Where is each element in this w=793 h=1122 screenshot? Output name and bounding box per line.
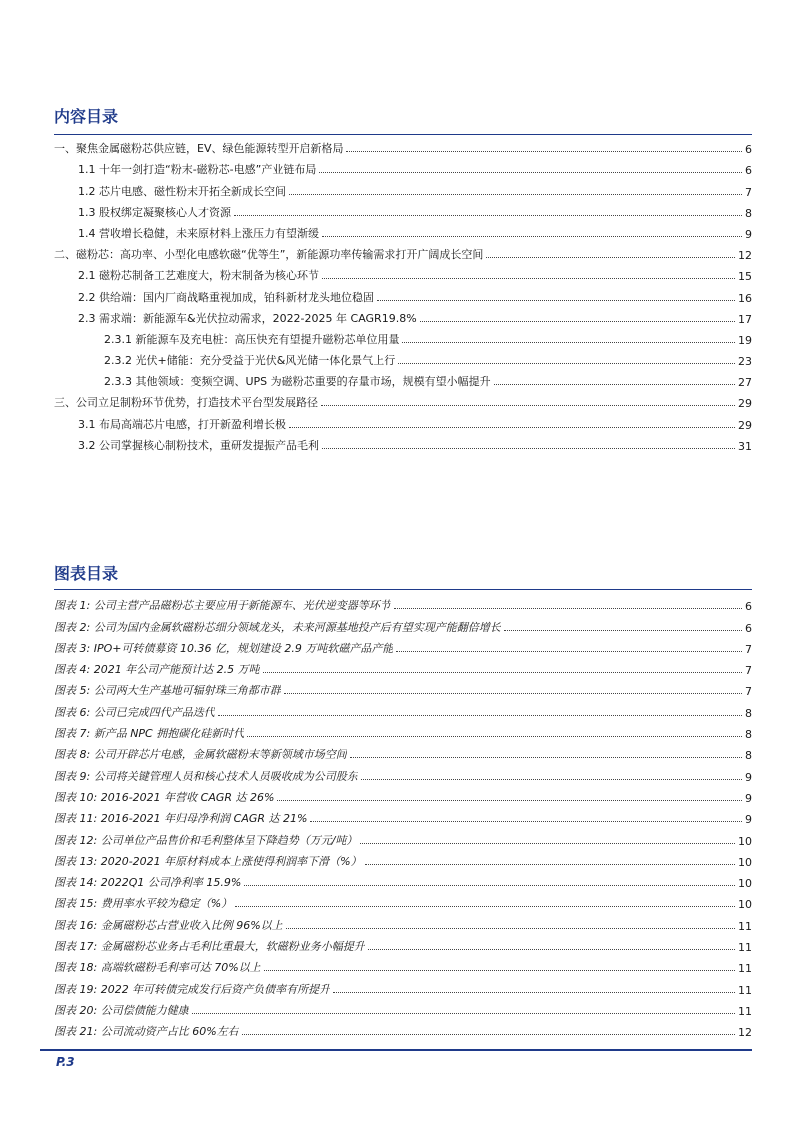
- toc-entry[interactable]: [54, 347, 752, 368]
- dot-leader: [218, 715, 742, 716]
- figure-entry[interactable]: [54, 848, 752, 869]
- footer-page-number: P.3: [56, 1055, 75, 1069]
- figure-entry[interactable]: [54, 1018, 752, 1039]
- figure-entry-label: 图表 18: 高端软磁粉毛利率可达 70%以上: [54, 961, 261, 975]
- figure-entry-page: 11: [738, 941, 752, 955]
- figure-entry-page: 9: [745, 791, 752, 805]
- figure-entry-page: 10: [738, 834, 752, 848]
- figure-entry[interactable]: [54, 698, 752, 719]
- toc-entry-label: 2.2 供给端：国内厂商战略重视加成，铂科新材龙头地位稳固: [78, 290, 374, 304]
- toc-entry-page: 7: [745, 185, 752, 199]
- figure-entry[interactable]: [54, 933, 752, 954]
- toc-entry[interactable]: [54, 283, 752, 304]
- figure-entry-label: 图表 6: 公司已完成四代产品迭代: [54, 705, 215, 719]
- figure-entry-page: 11: [738, 919, 752, 933]
- toc-entry[interactable]: [54, 199, 752, 220]
- figure-entry-page: 11: [738, 983, 752, 997]
- figure-entry-label: 图表 2: 公司为国内金属软磁粉芯细分领域龙头，未来河源基地投产后有望实现产能翻倍增长: [54, 620, 501, 634]
- figure-entry-label: 图表 10: 2016-2021 年营收 CAGR 达 26%: [54, 790, 275, 804]
- toc-entry-page: 8: [745, 206, 752, 220]
- toc-entry[interactable]: [54, 135, 752, 156]
- dot-leader: [310, 821, 742, 822]
- figures-title-rule: [54, 589, 752, 590]
- figure-entry-page: 8: [745, 706, 752, 720]
- toc-entry[interactable]: [54, 326, 752, 347]
- dot-leader: [321, 405, 735, 406]
- figure-entry-label: 图表 12: 公司单位产品售价和毛利整体呈下降趋势（万元/吨）: [54, 833, 358, 847]
- dot-leader: [394, 608, 742, 609]
- toc-entry-label: 2.3 需求端：新能源车&光伏拉动需求，2022-2025 年 CAGR19.8%: [78, 311, 417, 325]
- figure-entry-label: 图表 14: 2022Q1 公司净利率 15.9%: [54, 876, 242, 890]
- dot-leader: [398, 363, 735, 364]
- toc-entry-label: 1.1 十年一剑打造“粉末-磁粉芯-电感”产业链布局: [78, 163, 317, 177]
- figure-entry[interactable]: [54, 911, 752, 932]
- toc-entry-label: 3.2 公司掌握核心制粉技术，重研发提振产品毛利: [78, 438, 319, 452]
- figure-entry-label: 图表 13: 2020-2021 年原材料成本上涨使得利润率下滑（%）: [54, 854, 362, 868]
- figure-entry[interactable]: [54, 635, 752, 656]
- toc-entry[interactable]: [54, 432, 752, 453]
- figure-entry-label: 图表 8: 公司开辟芯片电感，金属软磁粉末等新领域市场空间: [54, 748, 347, 762]
- figure-entry[interactable]: [54, 997, 752, 1018]
- figure-entry[interactable]: [54, 826, 752, 847]
- toc-entry-page: 29: [738, 418, 752, 432]
- dot-leader: [365, 864, 735, 865]
- toc-entry-page: 6: [745, 143, 752, 157]
- figure-entry-label: 图表 1: 公司主营产品磁粉芯主要应用于新能源车、光伏逆变器等环节: [54, 599, 391, 613]
- dot-leader: [322, 236, 742, 237]
- figure-entry-page: 10: [738, 898, 752, 912]
- dot-leader: [319, 172, 742, 173]
- dot-leader: [263, 672, 742, 673]
- figure-entry-page: 8: [745, 728, 752, 742]
- toc-entry-page: 19: [738, 333, 752, 347]
- figure-entry-page: 6: [745, 600, 752, 614]
- dot-leader: [247, 736, 742, 737]
- dot-leader: [322, 278, 735, 279]
- dot-leader: [346, 151, 742, 152]
- dot-leader: [234, 215, 742, 216]
- dot-leader: [284, 693, 742, 694]
- figure-entry-label: 图表 4: 2021 年公司产能预计达 2.5 万吨: [54, 663, 260, 677]
- toc-entry-label: 2.1 磁粉芯制备工艺难度大，粉末制备为核心环节: [78, 269, 319, 283]
- figure-entry-label: 图表 9: 公司将关键管理人员和核心技术人员吸收成为公司股东: [54, 769, 358, 783]
- toc-entry-page: 31: [738, 439, 752, 453]
- figure-entry[interactable]: [54, 954, 752, 975]
- figure-entry-page: 11: [738, 962, 752, 976]
- toc-entry-page: 16: [738, 291, 752, 305]
- figure-entry-label: 图表 17: 金属磁粉芯业务占毛利比重最大，软磁粉业务小幅提升: [54, 940, 365, 954]
- toc-entry-label: 二、磁粉芯：高功率、小型化电感软磁“优等生”，新能源功率传输需求打开广阔成长空间: [54, 248, 484, 262]
- figure-entry[interactable]: [54, 869, 752, 890]
- dot-leader: [360, 843, 735, 844]
- dot-leader: [396, 651, 742, 652]
- toc-entry-label: 1.3 股权绑定凝聚核心人才资源: [78, 205, 231, 219]
- figure-entry[interactable]: [54, 975, 752, 996]
- figure-entry-page: 7: [745, 685, 752, 699]
- dot-leader: [486, 257, 735, 258]
- dot-leader: [264, 970, 735, 971]
- toc-entry[interactable]: [54, 262, 752, 283]
- figure-entry-label: 图表 20: 公司偿债能力健康: [54, 1003, 189, 1017]
- toc-entry[interactable]: [54, 220, 752, 241]
- figure-entry-page: 7: [745, 642, 752, 656]
- toc-entry[interactable]: [54, 177, 752, 198]
- toc-entry-label: 2.3.3 其他领域：变频空调、UPS 为磁粉芯重要的存量市场，规模有望小幅提升: [104, 375, 491, 389]
- figure-entry-page: 7: [745, 664, 752, 678]
- toc-entry-page: 29: [738, 397, 752, 411]
- figures-title: 图表目录: [54, 564, 119, 583]
- toc-entry-page: 23: [738, 355, 752, 369]
- toc-entry[interactable]: [54, 305, 752, 326]
- dot-leader: [289, 194, 742, 195]
- figure-entry-page: 8: [745, 749, 752, 763]
- dot-leader: [244, 885, 735, 886]
- toc-entry-label: 2.3.1 新能源车及充电桩：高压快充有望提升磁粉芯单位用量: [104, 332, 400, 346]
- figure-entry-label: 图表 7: 新产品 NPC 拥抱碳化硅新时代: [54, 727, 245, 741]
- dot-leader: [333, 992, 735, 993]
- contents-title: 内容目录: [54, 107, 119, 126]
- toc-entry-page: 17: [738, 312, 752, 326]
- figure-entry-page: 11: [738, 1004, 752, 1018]
- figure-entry-label: 图表 19: 2022 年可转债完成发行后资产负债率有所提升: [54, 982, 331, 996]
- figure-entry-label: 图表 21: 公司流动资产占比 60%左右: [54, 1025, 239, 1039]
- figure-entry-page: 10: [738, 855, 752, 869]
- figure-entry[interactable]: [54, 656, 752, 677]
- figure-entry-label: 图表 16: 金属磁粉芯占营业收入比例 96%以上: [54, 918, 283, 932]
- figure-entry-page: 6: [745, 621, 752, 635]
- figure-entry-label: 图表 15: 费用率水平较为稳定（%）: [54, 897, 233, 911]
- toc-entry-label: 1.2 芯片电感、磁性粉末开拓全新成长空间: [78, 184, 286, 198]
- toc-entry[interactable]: [54, 156, 752, 177]
- toc-entry-page: 12: [738, 249, 752, 263]
- toc-entry-label: 1.4 营收增长稳健，未来原材料上涨压力有望渐缓: [78, 226, 319, 240]
- figure-entry[interactable]: [54, 741, 752, 762]
- toc-entry-label: 一、聚焦金属磁粉芯供应链，EV、绿色能源转型开启新格局: [54, 142, 344, 156]
- figure-entry-page: 10: [738, 877, 752, 891]
- toc-entry[interactable]: [54, 368, 752, 389]
- toc-entry-page: 27: [738, 376, 752, 390]
- figure-entry[interactable]: [54, 805, 752, 826]
- toc-entry[interactable]: [54, 241, 752, 262]
- toc-entry-label: 2.3.2 光伏+储能：充分受益于光伏&风光储一体化景气上行: [104, 354, 396, 368]
- dot-leader: [235, 906, 735, 907]
- figure-entry-page: 9: [745, 813, 752, 827]
- figure-entry[interactable]: [54, 677, 752, 698]
- toc-entry-page: 9: [745, 227, 752, 241]
- figure-entry[interactable]: [54, 762, 752, 783]
- toc-entry[interactable]: [54, 389, 752, 410]
- figure-entry[interactable]: [54, 592, 752, 613]
- figures-list: [54, 592, 752, 1039]
- dot-leader: [402, 342, 735, 343]
- footer-rule: [40, 1049, 752, 1051]
- figure-entry-label: 图表 11: 2016-2021 年归母净利润 CAGR 达 21%: [54, 812, 308, 826]
- dot-leader: [504, 630, 742, 631]
- figure-entry[interactable]: [54, 720, 752, 741]
- dot-leader: [289, 427, 735, 428]
- contents-list: [54, 135, 752, 453]
- toc-entry-page: 6: [745, 164, 752, 178]
- figure-entry-label: 图表 3: IPO+可转债募资 10.36 亿，规划建设 2.9 万吨软磁产品产能: [54, 641, 394, 655]
- dot-leader: [277, 800, 742, 801]
- figure-entry[interactable]: [54, 613, 752, 634]
- toc-entry[interactable]: [54, 410, 752, 431]
- figure-entry[interactable]: [54, 784, 752, 805]
- figure-entry-page: 9: [745, 770, 752, 784]
- dot-leader: [368, 949, 735, 950]
- figure-entry-page: 12: [738, 1026, 752, 1040]
- figure-entry-label: 图表 5: 公司两大生产基地可辐射珠三角都市群: [54, 684, 281, 698]
- dot-leader: [494, 384, 735, 385]
- dot-leader: [361, 779, 742, 780]
- toc-entry-page: 15: [738, 270, 752, 284]
- dot-leader: [242, 1034, 735, 1035]
- dot-leader: [322, 448, 735, 449]
- toc-entry-label: 3.1 布局高端芯片电感，打开新盈利增长极: [78, 417, 286, 431]
- dot-leader: [420, 321, 735, 322]
- dot-leader: [192, 1013, 735, 1014]
- dot-leader: [377, 300, 735, 301]
- dot-leader: [286, 928, 735, 929]
- toc-entry-label: 三、公司立足制粉环节优势，打造技术平台型发展路径: [54, 396, 318, 410]
- dot-leader: [350, 757, 742, 758]
- figure-entry[interactable]: [54, 890, 752, 911]
